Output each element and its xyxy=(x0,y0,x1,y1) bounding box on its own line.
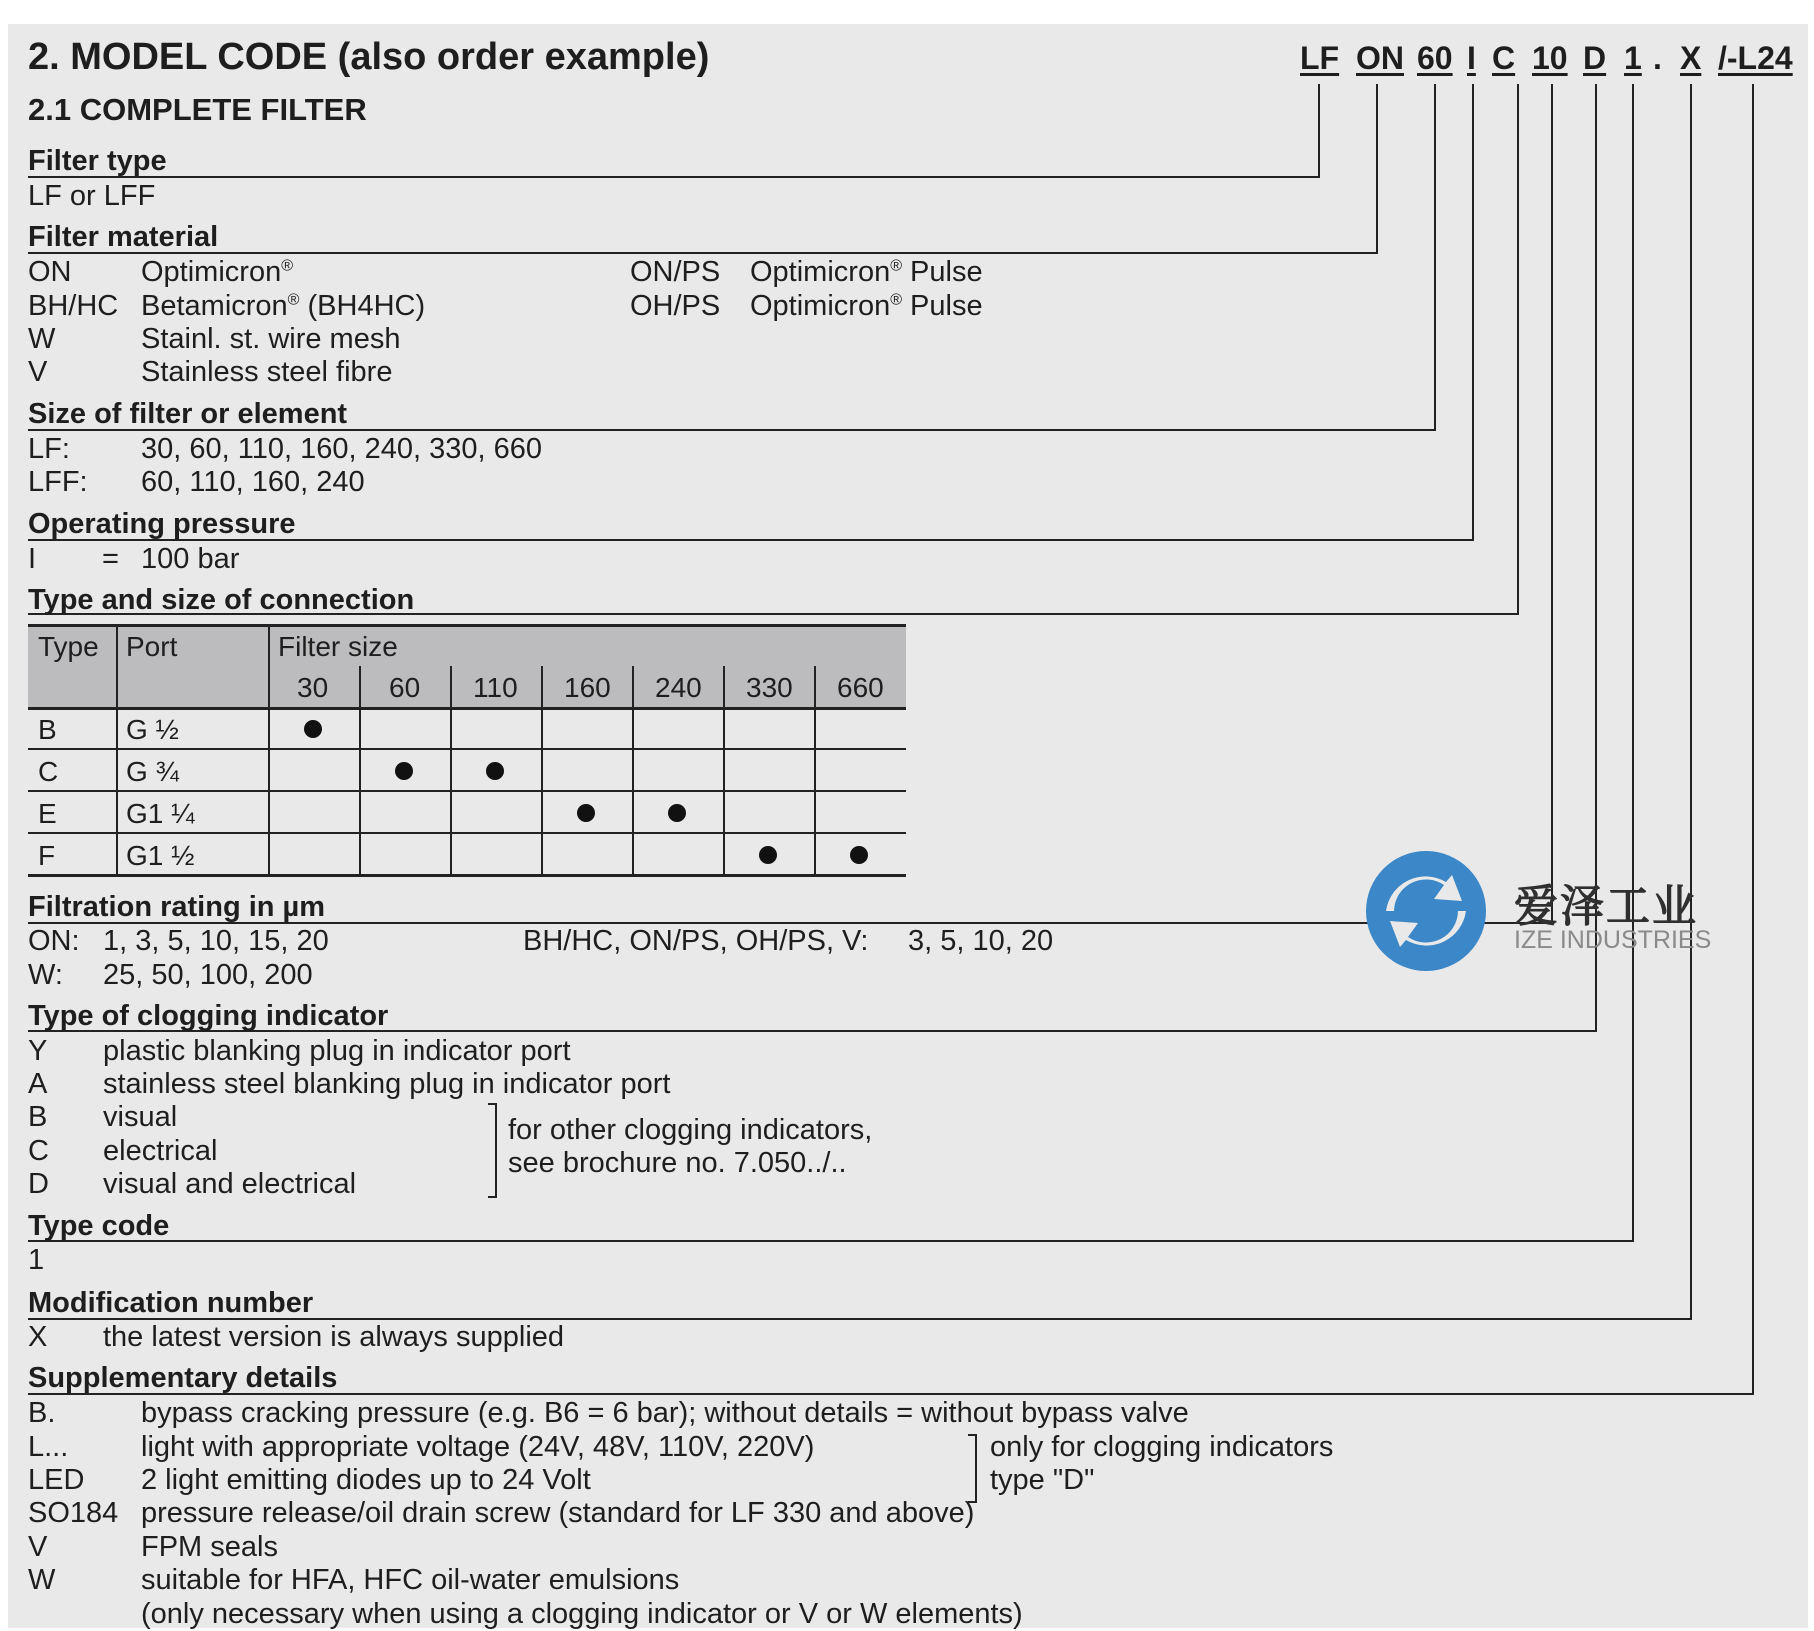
supp-desc: light with appropriate voltage (24V, 48V, 110V, 220V) xyxy=(141,1431,815,1463)
table-row-rule xyxy=(28,748,906,750)
clogging-code: B xyxy=(28,1101,48,1133)
clogging-desc: visual xyxy=(103,1101,178,1133)
connector-v-pressure xyxy=(1472,84,1474,541)
material-desc: Optimicron® Pulse xyxy=(750,290,983,322)
type-code-value: 1 xyxy=(28,1244,45,1276)
watermark-en: IZE INDUSTRIES xyxy=(1514,926,1712,954)
rating-on-label: ON: xyxy=(28,925,80,957)
clogging-code: D xyxy=(28,1168,49,1200)
supp-note: type "D" xyxy=(990,1464,1095,1496)
supp-desc: pressure release/oil drain screw (standard for LF 330 and above) xyxy=(141,1497,975,1529)
connector-h-filter-material xyxy=(28,252,1378,254)
section-size: Size of filter or element xyxy=(28,398,348,430)
section-filter-type: Filter type xyxy=(28,145,167,177)
material-code: ON xyxy=(28,256,72,288)
connector-v-filter-material xyxy=(1376,84,1378,254)
availability-dot xyxy=(850,846,868,864)
code-part-60: 60 xyxy=(1417,40,1453,76)
table-head-port: Port xyxy=(126,631,178,662)
code-part-10: 10 xyxy=(1532,40,1568,76)
rating-w-values: 25, 50, 100, 200 xyxy=(103,959,313,991)
availability-dot xyxy=(759,846,777,864)
connector-h-filter-type xyxy=(28,176,1320,178)
size-col-head: 240 xyxy=(655,672,702,703)
table-row-rule xyxy=(28,790,906,792)
clogging-code: Y xyxy=(28,1035,48,1067)
table-col-rule xyxy=(450,666,452,876)
code-part-on: ON xyxy=(1356,40,1404,76)
code-part-i: I xyxy=(1467,40,1476,76)
size-col-head: 110 xyxy=(473,672,518,703)
page-title: 2. MODEL CODE (also order example) xyxy=(28,36,710,78)
connector-v-type-code xyxy=(1632,84,1634,1242)
material-code: W xyxy=(28,323,56,355)
supp-desc: 2 light emitting diodes up to 24 Volt xyxy=(141,1464,591,1496)
table-cell-type: B xyxy=(38,714,57,745)
supp-code: LED xyxy=(28,1464,85,1496)
supp-desc: bypass cracking pressure (e.g. B6 = 6 bar); without details = without bypass valve xyxy=(141,1397,1189,1429)
size-code: LFF: xyxy=(28,466,88,498)
table-cell-port: G1 ¼ xyxy=(126,798,195,829)
filter-type-value: LF or LFF xyxy=(28,180,156,212)
clogging-code: C xyxy=(28,1135,49,1167)
table-col-rule xyxy=(723,666,725,876)
rating-on-values: 1, 3, 5, 10, 15, 20 xyxy=(103,925,329,957)
size-col-head: 660 xyxy=(837,672,884,703)
modification-code: X xyxy=(28,1321,48,1353)
availability-dot xyxy=(668,804,686,822)
supp-code: SO184 xyxy=(28,1497,119,1529)
table-col-rule xyxy=(632,666,634,876)
size-col-head: 30 xyxy=(297,672,329,703)
table-head-filter-size: Filter size xyxy=(278,631,398,662)
code-part-dot: . xyxy=(1653,40,1662,76)
supp-code: L... xyxy=(28,1431,69,1463)
section-supplementary: Supplementary details xyxy=(28,1362,338,1394)
table-cell-port: G ½ xyxy=(126,714,179,745)
code-part-d: D xyxy=(1583,40,1607,76)
connector-h-type-code xyxy=(28,1240,1634,1242)
table-header-rule xyxy=(28,707,906,710)
watermark-swirl-icon xyxy=(1364,849,1488,973)
rating-other-label: BH/HC, ON/PS, OH/PS, V: xyxy=(523,925,869,957)
availability-dot xyxy=(304,720,322,738)
table-cell-port: G1 ½ xyxy=(126,840,195,871)
supp-code: B. xyxy=(28,1397,56,1429)
supp-desc: (only necessary when using a clogging indicator or V or W elements) xyxy=(141,1598,1023,1630)
connector-v-rating xyxy=(1551,84,1553,924)
code-part-supplementary: /-L24 xyxy=(1718,40,1793,76)
availability-dot xyxy=(577,804,595,822)
code-part-x: X xyxy=(1680,40,1702,76)
table-col-rule xyxy=(814,666,816,876)
rating-other-values: 3, 5, 10, 20 xyxy=(908,925,1054,957)
section-modification: Modification number xyxy=(28,1287,314,1319)
section-clogging: Type of clogging indicator xyxy=(28,1000,389,1032)
clogging-note: for other clogging indicators, xyxy=(508,1114,873,1146)
pressure-code: I xyxy=(28,543,37,575)
availability-dot xyxy=(395,762,413,780)
supp-desc: FPM seals xyxy=(141,1531,278,1563)
availability-dot xyxy=(486,762,504,780)
clogging-desc: plastic blanking plug in indicator port xyxy=(103,1035,571,1067)
material-code: ON/PS xyxy=(630,256,721,288)
modification-desc: the latest version is always supplied xyxy=(103,1321,565,1353)
page-subtitle: 2.1 COMPLETE FILTER xyxy=(28,92,367,127)
size-col-head: 160 xyxy=(564,672,611,703)
clogging-desc: visual and electrical xyxy=(103,1168,357,1200)
material-desc: Betamicron® (BH4HC) xyxy=(141,290,426,322)
table-col-rule xyxy=(268,626,270,876)
section-type-code: Type code xyxy=(28,1210,170,1242)
table-cell-type: F xyxy=(38,840,56,871)
clogging-desc: electrical xyxy=(103,1135,218,1167)
size-values: 30, 60, 110, 160, 240, 330, 660 xyxy=(141,433,542,465)
material-desc: Optimicron® xyxy=(141,256,293,288)
rating-w-label: W: xyxy=(28,959,63,991)
material-desc: Stainless steel fibre xyxy=(141,356,393,388)
size-col-head: 330 xyxy=(746,672,793,703)
connector-v-filter-type xyxy=(1318,84,1320,178)
table-bottom-rule xyxy=(28,874,906,877)
table-col-rule xyxy=(359,666,361,876)
material-desc: Stainl. st. wire mesh xyxy=(141,323,401,355)
size-col-head: 60 xyxy=(389,672,421,703)
supp-code: V xyxy=(28,1531,48,1563)
code-part-1: 1 xyxy=(1624,40,1642,76)
material-code: V xyxy=(28,356,48,388)
clogging-code: A xyxy=(28,1068,48,1100)
section-connection: Type and size of connection xyxy=(28,584,415,616)
section-rating: Filtration rating in µm xyxy=(28,891,326,923)
table-col-rule xyxy=(541,666,543,876)
table-top-rule xyxy=(28,624,906,627)
size-code: LF: xyxy=(28,433,70,465)
connector-v-supplementary xyxy=(1752,84,1754,1395)
supp-note: only for clogging indicators xyxy=(990,1431,1334,1463)
supp-desc: suitable for HFA, HFC oil-water emulsions xyxy=(141,1564,680,1596)
pressure-value: 100 bar xyxy=(141,543,240,575)
table-cell-port: G ¾ xyxy=(126,756,179,787)
table-cell-type: E xyxy=(38,798,57,829)
supp-code: W xyxy=(28,1564,56,1596)
material-desc: Optimicron® Pulse xyxy=(750,256,983,288)
section-pressure: Operating pressure xyxy=(28,508,296,540)
pressure-eq: = xyxy=(102,543,119,575)
material-code: OH/PS xyxy=(630,290,721,322)
clogging-bracket xyxy=(488,1103,497,1198)
watermark-cn: 爱泽工业 xyxy=(1514,882,1698,931)
table-col-rule xyxy=(116,626,118,876)
connector-v-connection xyxy=(1517,84,1519,615)
supp-bracket xyxy=(968,1434,977,1503)
connector-v-size xyxy=(1434,84,1436,431)
table-row-rule xyxy=(28,832,906,834)
table-head-type: Type xyxy=(38,631,99,662)
code-part-lf: LF xyxy=(1300,40,1340,76)
clogging-note: see brochure no. 7.050../.. xyxy=(508,1147,847,1179)
clogging-desc: stainless steel blanking plug in indicator port xyxy=(103,1068,671,1100)
code-part-c: C xyxy=(1492,40,1516,76)
size-values: 60, 110, 160, 240 xyxy=(141,466,365,498)
section-filter-material: Filter material xyxy=(28,221,219,253)
material-code: BH/HC xyxy=(28,290,119,322)
connector-v-modification xyxy=(1690,84,1692,1320)
table-cell-type: C xyxy=(38,756,59,787)
